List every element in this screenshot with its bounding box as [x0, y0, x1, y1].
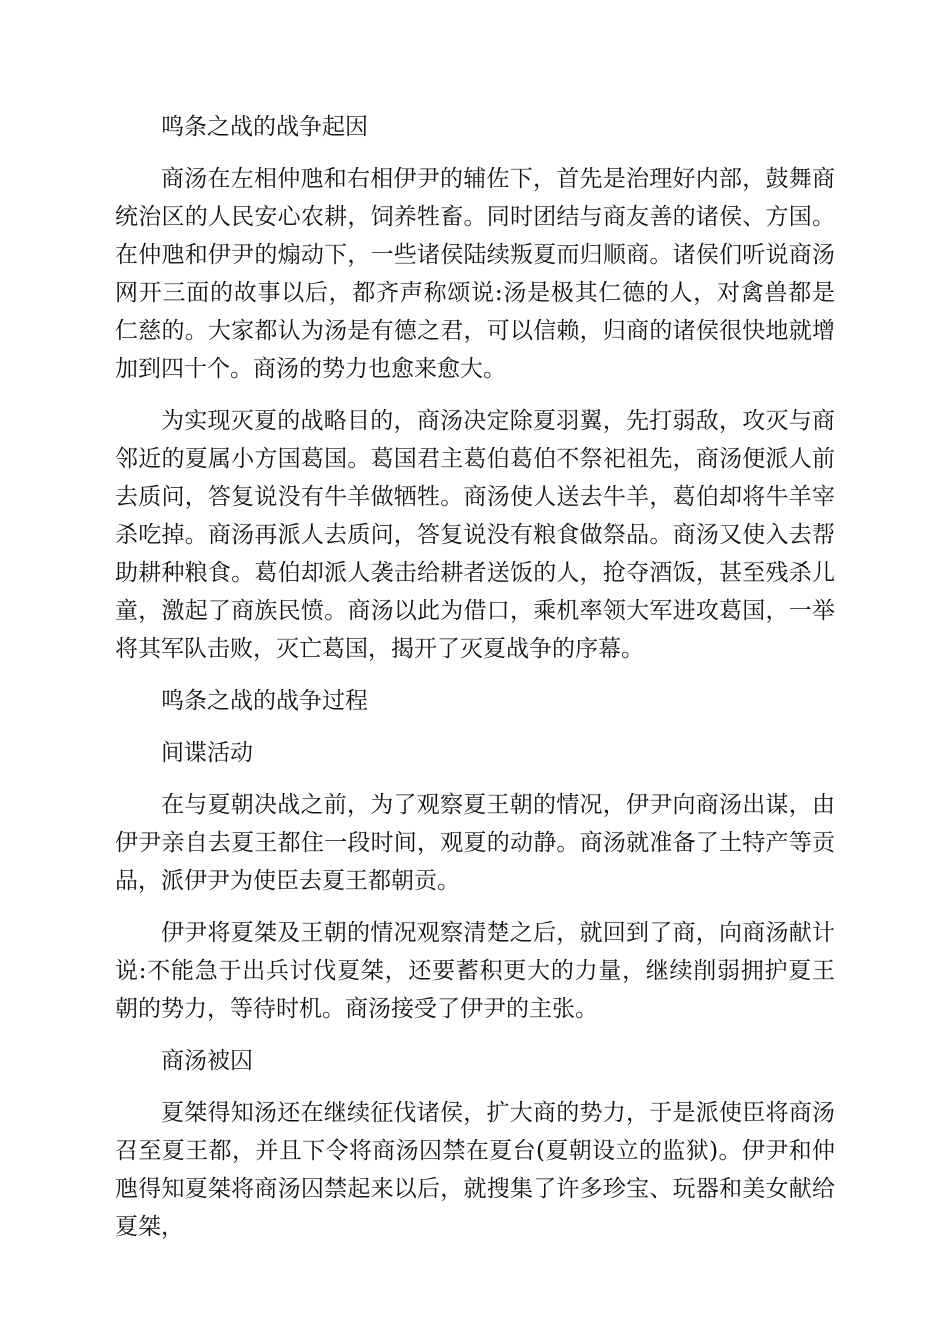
- subsection-heading-espionage: 间谍活动: [161, 740, 253, 766]
- paragraph: 夏桀得知汤还在继续征伐诸侯，扩大商的势力，于是派使臣将商汤召至夏王都，并且下令将商汤囚禁在夏台(夏朝设立的监狱)。伊尹和仲虺得知夏桀将商汤囚禁起来以后，就搜集了许多珍宝、玩器和美女献给夏桀，: [115, 1100, 835, 1240]
- paragraph: 伊尹将夏桀及王朝的情况观察清楚之后，就回到了商，向商汤献计说:不能急于出兵讨伐夏桀，还要蓄积更大的力量，继续削弱拥护夏王朝的势力，等待时机。商汤接受了伊尹的主张。: [115, 920, 835, 1022]
- paragraph: 为实现灭夏的战略目的，商汤决定除夏羽翼，先打弱敌，攻灭与商邻近的夏属小方国葛国。葛国君主葛伯葛伯不祭祀祖先，商汤便派人前去质问，答复说没有牛羊做牺牲。商汤使人送去牛羊，葛伯却将牛羊宰杀吃掉。商汤再派人去质问，答复说没有粮食做祭品。商汤又使入去帮助耕种粮食。葛伯却派人袭击给耕者送饭的人，抢夺酒饭，甚至残杀儿童，激起了商族民愤。商汤以此为借口，乘机率领大军进攻葛国，一举将其军队击败，灭亡葛国，揭开了灭夏战争的序幕。: [115, 408, 835, 662]
- paragraph: 商汤在左相仲虺和右相伊尹的辅佐下，首先是治理好内部，鼓舞商统治区的人民安心农耕，饲养牲畜。同时团结与商友善的诸侯、方国。在仲虺和伊尹的煽动下，一些诸侯陆续叛夏而归顺商。诸侯们听说商汤网开三面的故事以后，都齐声称颂说:汤是极其仁德的人，对禽兽都是仁慈的。大家都认为汤是有德之君，可以信赖，归商的诸侯很快地就增加到四十个。商汤的势力也愈来愈大。: [115, 166, 835, 382]
- paragraph: 在与夏朝决战之前，为了观察夏王朝的情况，伊尹向商汤出谋，由伊尹亲自去夏王都住一段时间，观夏的动静。商汤就准备了土特产等贡品，派伊尹为使臣去夏王都朝贡。: [115, 792, 835, 894]
- section-heading-process: 鸣条之战的战争过程: [161, 688, 368, 714]
- section-heading-causes: 鸣条之战的战争起因: [161, 114, 368, 140]
- subsection-heading-imprisonment: 商汤被囚: [161, 1048, 253, 1074]
- document-page: [115, 108, 835, 1260]
